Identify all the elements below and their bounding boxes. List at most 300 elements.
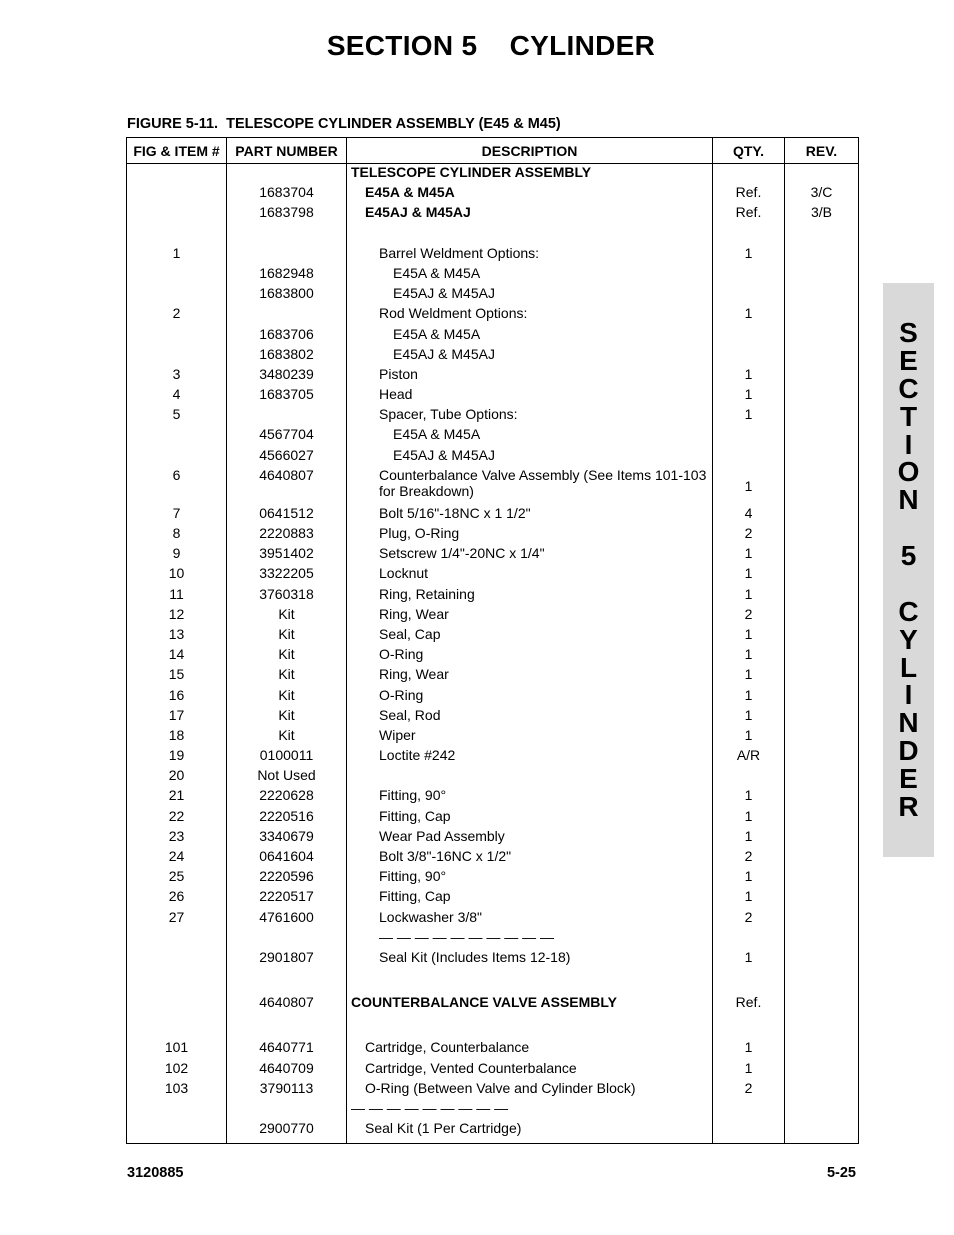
part-number-cell: 1683705 [227,386,347,406]
qty-cell [713,1120,785,1144]
rev-cell [785,326,859,346]
part-number-cell: 1683798 [227,204,347,224]
part-number-cell: Kit [227,727,347,747]
side-tab-letter: E [899,345,918,376]
table-row [127,1120,859,1144]
fig-item-cell [127,426,227,446]
table-row [127,909,859,929]
table-row [127,565,859,585]
fig-item-cell: 22 [127,808,227,828]
fig-item-cell [127,326,227,346]
rev-cell [785,225,859,245]
rev-cell [785,687,859,707]
side-tab-letter: 5 [900,540,917,571]
part-number-cell [227,225,347,245]
rev-cell [785,447,859,467]
table-row [127,969,859,994]
side-tab-letter: N [898,707,919,738]
description-cell: Seal Kit (Includes Items 12-18) [347,949,713,969]
qty-cell: 1 [713,406,785,426]
fig-item-cell: 2 [127,305,227,325]
rev-cell [785,285,859,305]
rev-cell [785,994,859,1014]
fig-item-cell: 9 [127,545,227,565]
rev-cell [785,386,859,406]
table-row [127,1100,859,1120]
description-cell: Fitting, 90° [347,868,713,888]
part-number-cell: 3322205 [227,565,347,585]
part-number-cell: 2220596 [227,868,347,888]
rev-cell [785,406,859,426]
description-cell: Setscrew 1/4"-20NC x 1/4" [347,545,713,565]
fig-item-cell [127,994,227,1014]
table-row [127,687,859,707]
table-row [127,1080,859,1100]
part-number-cell: 4566027 [227,447,347,467]
description-cell: E45A & M45A [347,326,713,346]
qty-cell [713,164,785,185]
table-row [127,366,859,386]
description-cell: Cartridge, Counterbalance [347,1039,713,1059]
description-cell: Loctite #242 [347,747,713,767]
fig-item-cell: 10 [127,565,227,585]
description-cell: E45AJ & M45AJ [347,346,713,366]
part-number-cell: 0100011 [227,747,347,767]
qty-cell: 1 [713,586,785,606]
rev-cell [785,467,859,505]
qty-cell: 1 [713,787,785,807]
description-cell: Seal, Rod [347,707,713,727]
qty-cell [713,426,785,446]
description-cell: Fitting, 90° [347,787,713,807]
part-number-cell: 1683802 [227,346,347,366]
part-number-cell: 2220516 [227,808,347,828]
description-cell: Piston [347,366,713,386]
table-row [127,848,859,868]
rev-cell [785,626,859,646]
table-row [127,727,859,747]
part-number-cell: 0641604 [227,848,347,868]
fig-item-cell [127,929,227,949]
rev-cell [785,606,859,626]
header-rev: REV. [785,138,859,164]
rev-cell [785,346,859,366]
side-tab-letter: D [898,735,919,766]
qty-cell: 1 [713,305,785,325]
fig-item-cell [127,969,227,994]
rev-cell [785,949,859,969]
description-cell: Locknut [347,565,713,585]
description-cell: E45A & M45A [347,265,713,285]
description-cell: TELESCOPE CYLINDER ASSEMBLY [347,164,713,185]
description-cell: Cartridge, Vented Counterbalance [347,1060,713,1080]
rev-cell [785,747,859,767]
description-cell: COUNTERBALANCE VALVE ASSEMBLY [347,994,713,1014]
part-number-cell: 4640807 [227,467,347,505]
fig-item-cell [127,1120,227,1144]
side-tab-letter: O [897,456,920,487]
qty-cell: 2 [713,525,785,545]
table-row [127,467,859,505]
part-number-cell [227,1014,347,1039]
qty-cell: Ref. [713,184,785,204]
fig-item-cell: 17 [127,707,227,727]
table-row [127,767,859,787]
fig-item-cell [127,164,227,185]
fig-item-cell [127,285,227,305]
fig-item-cell [127,225,227,245]
table-row [127,929,859,949]
fig-item-cell: 12 [127,606,227,626]
side-tab-letter: N [898,484,919,515]
part-number-cell: 4640807 [227,994,347,1014]
description-cell: Lockwasher 3/8" [347,909,713,929]
qty-cell: 2 [713,1080,785,1100]
part-number-cell [227,164,347,185]
fig-item-cell: 11 [127,586,227,606]
qty-cell: 1 [713,1060,785,1080]
rev-cell: 3/C [785,184,859,204]
part-number-cell: 1682948 [227,265,347,285]
description-cell: Rod Weldment Options: [347,305,713,325]
part-number-cell: 1683706 [227,326,347,346]
table-row [127,868,859,888]
rev-cell [785,767,859,787]
description-cell: Ring, Wear [347,666,713,686]
part-number-cell: 2220517 [227,888,347,908]
rev-cell [785,1060,859,1080]
table-row [127,888,859,908]
table-row [127,285,859,305]
rev-cell [785,1120,859,1144]
qty-cell: Ref. [713,204,785,224]
table-row [127,386,859,406]
rev-cell [785,265,859,285]
table-row [127,606,859,626]
part-number-cell [227,406,347,426]
fig-item-cell: 21 [127,787,227,807]
table-row [127,265,859,285]
rev-cell [785,888,859,908]
fig-item-cell: 15 [127,666,227,686]
table-row [127,1060,859,1080]
rev-cell [785,164,859,185]
table-row [127,666,859,686]
table-row [127,346,859,366]
fig-item-cell [127,949,227,969]
part-number-cell: 4640771 [227,1039,347,1059]
fig-item-cell: 13 [127,626,227,646]
fig-item-cell [127,1100,227,1120]
rev-cell [785,426,859,446]
qty-cell: 1 [713,366,785,386]
part-number-cell [227,245,347,265]
table-row [127,545,859,565]
qty-cell [713,225,785,245]
table-row [127,245,859,265]
description-cell: Bolt 3/8"-16NC x 1/2" [347,848,713,868]
rev-cell [785,245,859,265]
table-row [127,586,859,606]
side-tab-letter: C [898,596,919,627]
rev-cell: 3/B [785,204,859,224]
qty-cell [713,265,785,285]
parts-table [126,137,859,1144]
qty-cell [713,1100,785,1120]
fig-item-cell: 7 [127,505,227,525]
side-tab-letter: T [899,401,918,432]
part-number-cell: Kit [227,687,347,707]
qty-cell [713,447,785,467]
table-row [127,204,859,224]
header-qty: QTY. [713,138,785,164]
qty-cell: 1 [713,727,785,747]
page-title: SECTION 5 CYLINDER [326,30,656,61]
rev-cell [785,969,859,994]
fig-item-cell: 16 [127,687,227,707]
side-tab-letter: L [899,652,918,683]
rev-cell [785,787,859,807]
qty-cell: 1 [713,545,785,565]
fig-item-cell: 6 [127,467,227,505]
table-row [127,305,859,325]
part-number-cell: Kit [227,707,347,727]
qty-cell: 2 [713,848,785,868]
description-cell: Seal Kit (1 Per Cartridge) [347,1120,713,1144]
table-row [127,949,859,969]
table-row [127,164,859,185]
description-cell: E45A & M45A [347,184,713,204]
fig-item-cell: 101 [127,1039,227,1059]
qty-cell [713,767,785,787]
qty-cell: Ref. [713,994,785,1014]
fig-item-cell: 27 [127,909,227,929]
qty-cell: 1 [713,707,785,727]
part-number-cell: 2220883 [227,525,347,545]
rev-cell [785,666,859,686]
side-tab-letter: R [898,791,919,822]
fig-item-cell: 25 [127,868,227,888]
fig-item-cell [127,1014,227,1039]
part-number-cell: 3340679 [227,828,347,848]
description-cell: Ring, Wear [347,606,713,626]
fig-item-cell: 102 [127,1060,227,1080]
part-number-cell: 2900770 [227,1120,347,1144]
rev-cell [785,525,859,545]
description-cell: Ring, Retaining [347,586,713,606]
qty-cell: 1 [713,828,785,848]
table-row [127,525,859,545]
part-number-cell: Not Used [227,767,347,787]
table-row [127,426,859,446]
table-row [127,994,859,1014]
section-side-tab [883,283,934,857]
side-tab-letter: C [898,373,919,404]
part-number-cell: 2220628 [227,787,347,807]
qty-cell: 2 [713,909,785,929]
table-row [127,626,859,646]
part-number-cell: 4567704 [227,426,347,446]
table-row [127,447,859,467]
fig-item-cell: 18 [127,727,227,747]
rev-cell [785,1039,859,1059]
figure-caption: FIGURE 5-11. TELESCOPE CYLINDER ASSEMBLY (E45 & M45) [127,116,561,132]
qty-cell: 1 [713,626,785,646]
qty-cell [713,346,785,366]
fig-item-cell: 26 [127,888,227,908]
description-cell: Barrel Weldment Options: [347,245,713,265]
part-number-cell [227,1100,347,1120]
table-row [127,646,859,666]
qty-cell [713,969,785,994]
qty-cell: 1 [713,386,785,406]
description-cell [347,1014,713,1039]
rev-cell [785,586,859,606]
qty-cell [713,326,785,346]
table-row [127,1014,859,1039]
table-header-row [127,138,859,164]
description-cell: O-Ring [347,687,713,707]
side-tab-letter: I [904,679,913,710]
part-number-cell [227,305,347,325]
qty-cell: A/R [713,747,785,767]
qty-cell: 4 [713,505,785,525]
rev-cell [785,305,859,325]
part-number-cell: 1683704 [227,184,347,204]
qty-cell [713,929,785,949]
qty-cell: 1 [713,467,785,505]
table-row [127,505,859,525]
description-cell [347,225,713,245]
qty-cell [713,1014,785,1039]
qty-cell: 1 [713,245,785,265]
qty-cell: 1 [713,646,785,666]
part-number-cell: Kit [227,626,347,646]
part-number-cell: 2901807 [227,949,347,969]
description-cell: — — — — — — — — — — [347,929,713,949]
rev-cell [785,545,859,565]
description-cell: E45AJ & M45AJ [347,204,713,224]
qty-cell: 1 [713,949,785,969]
rev-cell [785,868,859,888]
rev-cell [785,808,859,828]
rev-cell [785,929,859,949]
part-number-cell [227,929,347,949]
description-cell: — — — — — — — — — [347,1100,713,1120]
part-number-cell: 4761600 [227,909,347,929]
qty-cell: 1 [713,888,785,908]
fig-item-cell [127,346,227,366]
fig-item-cell: 23 [127,828,227,848]
description-cell: Bolt 5/16"-18NC x 1 1/2" [347,505,713,525]
description-cell: Head [347,386,713,406]
fig-item-cell: 24 [127,848,227,868]
qty-cell: 1 [713,808,785,828]
qty-cell: 1 [713,868,785,888]
rev-cell [785,366,859,386]
table-row [127,828,859,848]
qty-cell [713,285,785,305]
table-row [127,406,859,426]
fig-item-cell: 20 [127,767,227,787]
table-row [127,1039,859,1059]
rev-cell [785,727,859,747]
part-number-cell: 3480239 [227,366,347,386]
fig-item-cell: 8 [127,525,227,545]
description-cell: E45A & M45A [347,426,713,446]
fig-item-cell: 4 [127,386,227,406]
fig-item-cell [127,265,227,285]
description-cell: Wear Pad Assembly [347,828,713,848]
part-number-cell: 3790113 [227,1080,347,1100]
fig-item-cell: 103 [127,1080,227,1100]
part-number-cell: 3760318 [227,586,347,606]
table-row [127,326,859,346]
part-number-cell [227,969,347,994]
parts-table-body [127,164,859,1144]
part-number-cell: Kit [227,606,347,626]
document-number: 3120885 [127,1165,184,1181]
description-cell: O-Ring [347,646,713,666]
description-cell: Fitting, Cap [347,808,713,828]
description-cell: E45AJ & M45AJ [347,285,713,305]
part-number-cell: Kit [227,666,347,686]
header-fig-item: FIG & ITEM # [127,138,227,164]
header-description: DESCRIPTION [347,138,713,164]
rev-cell [785,1100,859,1120]
rev-cell [785,505,859,525]
rev-cell [785,646,859,666]
fig-item-cell [127,184,227,204]
part-number-cell: Kit [227,646,347,666]
header-part-number: PART NUMBER [227,138,347,164]
fig-item-cell [127,447,227,467]
part-number-cell: 0641512 [227,505,347,525]
fig-item-cell: 19 [127,747,227,767]
qty-cell: 1 [713,687,785,707]
table-row [127,808,859,828]
description-cell: Counterbalance Valve Assembly (See Items 101-103 for Breakdown) [347,467,713,505]
table-row [127,184,859,204]
description-cell [347,969,713,994]
rev-cell [785,1014,859,1039]
description-cell: Fitting, Cap [347,888,713,908]
description-cell [347,767,713,787]
fig-item-cell: 14 [127,646,227,666]
description-cell: E45AJ & M45AJ [347,447,713,467]
side-tab-letter: E [899,763,918,794]
page-number: 5-25 [826,1165,856,1181]
rev-cell [785,707,859,727]
description-cell: Wiper [347,727,713,747]
table-row [127,225,859,245]
rev-cell [785,828,859,848]
rev-cell [785,848,859,868]
fig-item-cell [127,204,227,224]
qty-cell: 1 [713,1039,785,1059]
side-tab-letter: I [904,429,913,460]
part-number-cell: 3951402 [227,545,347,565]
rev-cell [785,909,859,929]
rev-cell [785,1080,859,1100]
qty-cell: 1 [713,565,785,585]
description-cell: Spacer, Tube Options: [347,406,713,426]
fig-item-cell: 1 [127,245,227,265]
side-tab-letter: S [899,317,918,348]
description-cell: O-Ring (Between Valve and Cylinder Block) [347,1080,713,1100]
description-cell: Plug, O-Ring [347,525,713,545]
rev-cell [785,565,859,585]
